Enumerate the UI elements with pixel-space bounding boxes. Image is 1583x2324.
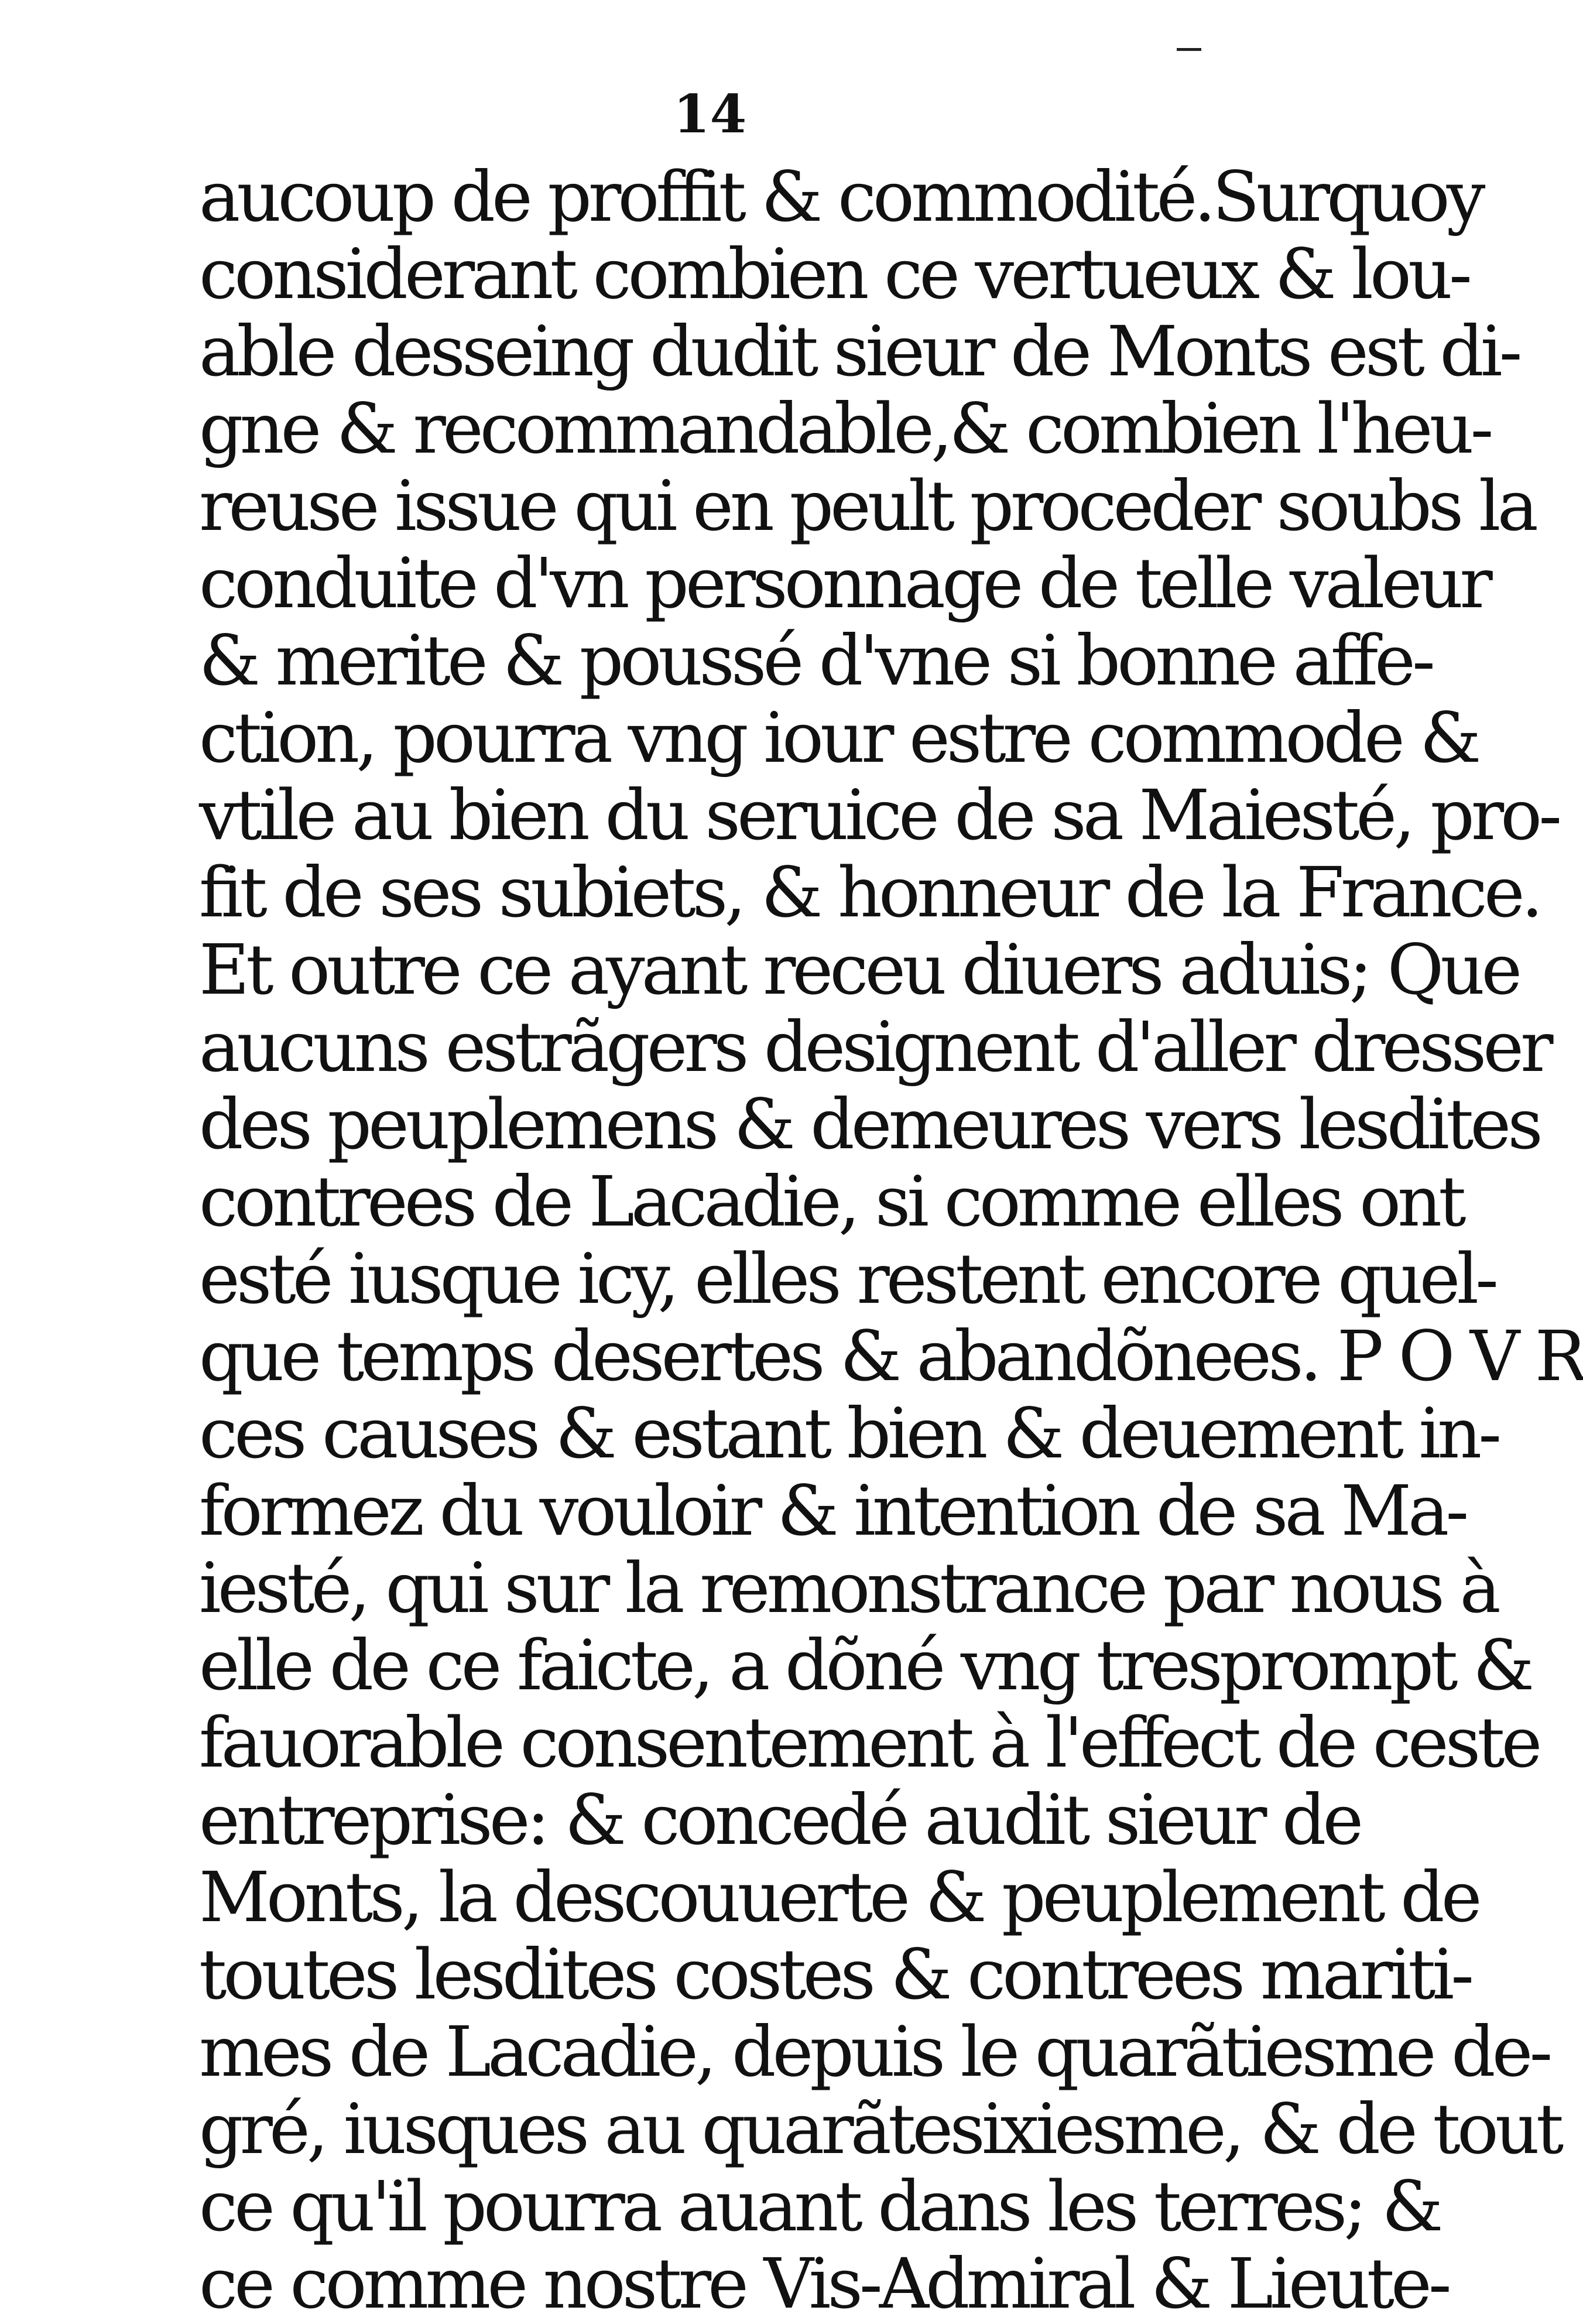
text-line: toutes lesdites costes & contrees mariti- (199, 1934, 1471, 2015)
text-line: des peuplemens & demeures vers lesdites (199, 1084, 1540, 1165)
text-line: ces causes & estant bien & deuement in- (199, 1393, 1499, 1474)
text-line: Et outre ce ayant receu diuers aduis; Que (199, 929, 1519, 1010)
text-block (199, 156, 1583, 2324)
text-line: entreprise: & concedé audit sieur de (199, 1779, 1361, 1860)
text-line: esté iusque icy, elles restent encore quel- (199, 1238, 1496, 1319)
page-number: 14 (673, 83, 747, 145)
text-line: gne & recommandable,& combien l'heu- (199, 388, 1491, 469)
text-line: que temps desertes & abandõnees. P O V R (199, 1316, 1583, 1397)
text-line: ce comme nostre Vis-Admiral & Lieute- (199, 2243, 1448, 2324)
text-line: fit de ses subiets, & honneur de la France. (199, 852, 1540, 933)
text-line: contrees de Lacadie, si comme elles ont (199, 1161, 1463, 1242)
text-line: formez du vouloir & intention de sa Ma- (199, 1470, 1466, 1551)
text-line: aucuns estrãgers designent d'aller dresser (199, 1007, 1550, 1087)
corner-mark (1177, 48, 1201, 51)
text-line: reuse issue qui en peult proceder soubs la (199, 466, 1535, 546)
text-line: elle de ce faicte, a dõné vng tresprompt & (199, 1625, 1531, 1706)
text-line: ction, pourra vng iour estre commode & (199, 697, 1478, 778)
text-line: & merite & poussé d'vne si bonne affe- (199, 620, 1432, 701)
text-line: conduite d'vn personnage de telle valeur (199, 543, 1489, 624)
text-line: able desseing dudit sieur de Monts est di- (199, 311, 1519, 392)
text-line: iesté, qui sur la remonstrance par nous à (199, 1548, 1498, 1628)
text-line: mes de Lacadie, depuis le quarãtiesme de- (199, 2011, 1550, 2092)
text-line: fauorable consentement à l'effect de ceste (199, 1702, 1539, 1783)
text-line: gré, iusques au quarãtesixiesme, & de tout (199, 2089, 1561, 2169)
text-line: Monts, la descouuerte & peuplement de (199, 1857, 1479, 1938)
text-line: considerant combien ce vertueux & lou- (199, 234, 1469, 314)
text-line: vtile au bien du seruice de sa Maiesté, pro- (199, 775, 1559, 855)
text-line: ce qu'il pourra auant dans les terres; & (199, 2166, 1440, 2247)
text-line: aucoup de proffit & commodité.Surquoy (199, 156, 1482, 237)
